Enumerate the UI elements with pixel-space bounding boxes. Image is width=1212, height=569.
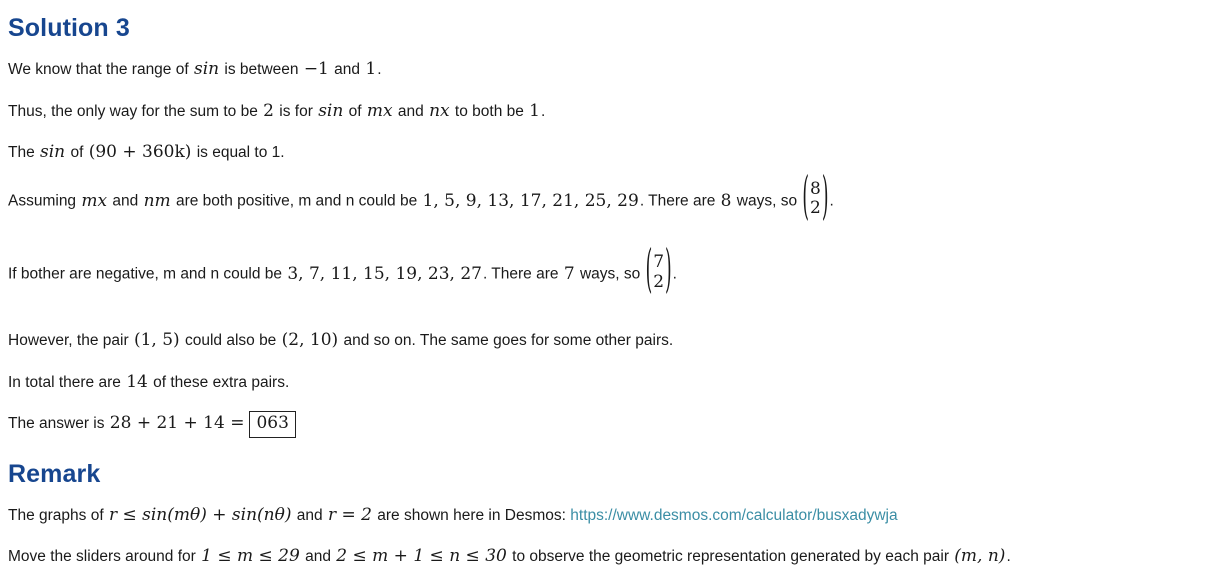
text-segment: and	[393, 102, 429, 120]
left-paren: (	[802, 167, 810, 228]
math-mx: mx	[366, 100, 393, 121]
binom-stack	[652, 253, 665, 292]
math-range-n: 2 ≤ m + 1 ≤ n ≤ 30	[336, 546, 507, 567]
solution-line-1	[8, 57, 1204, 82]
solution-line-5	[8, 241, 1204, 302]
math-extra-pairs-count: 14	[126, 371, 148, 392]
text-segment: .	[829, 192, 834, 210]
remark-title: Remark	[8, 459, 101, 488]
text-segment: .	[1006, 548, 1011, 566]
document-body	[0, 14, 1212, 569]
text-segment: of these extra pairs.	[148, 373, 290, 391]
math-two: 2	[263, 100, 274, 121]
text-segment: and	[108, 192, 143, 210]
text-segment: .	[672, 265, 677, 283]
math-pair-mn: (m, n)	[954, 546, 1006, 567]
binomial-coefficient	[645, 241, 672, 302]
text-segment: is equal to 1.	[192, 144, 285, 162]
text-segment: ways, so	[575, 265, 645, 283]
text-segment: ways, so	[732, 192, 802, 210]
binomial-coefficient	[802, 167, 829, 228]
solution-line-3	[8, 140, 1204, 165]
text-segment: In total there are	[8, 373, 126, 391]
text-segment: to observe the geometric representation generated by each pair	[507, 548, 954, 566]
text-segment: Assuming	[8, 192, 81, 210]
text-segment: of	[344, 102, 366, 120]
text-segment: and so on. The same goes for some other pairs.	[339, 332, 674, 350]
math-number-list: 3, 7, 11, 15, 19, 23, 27	[287, 263, 482, 284]
math-inequality: r ≤ sin(mθ) + sin(nθ)	[108, 504, 292, 525]
math-sum-expression: 28 + 21 + 14 =	[109, 413, 245, 434]
math-number-list: 1, 5, 9, 13, 17, 21, 25, 29	[422, 190, 639, 211]
desmos-link[interactable]: https://www.desmos.com/calculator/busxadywja	[570, 506, 898, 524]
text-segment: . There are	[482, 265, 563, 283]
text-segment: and	[329, 61, 365, 78]
math-mx: mx	[81, 190, 108, 211]
text-segment: .	[377, 61, 382, 78]
text-segment: is for	[274, 102, 318, 120]
math-one: 1	[365, 59, 377, 79]
math-range-m: 1 ≤ m ≤ 29	[201, 546, 300, 567]
solution-line-7	[8, 370, 1204, 395]
math-sin: sin	[318, 100, 344, 121]
binom-bottom: 2	[653, 271, 665, 292]
final-answer-box: 063	[249, 411, 295, 437]
text-segment: .	[541, 102, 546, 120]
text-segment: Move the sliders around for	[8, 548, 201, 566]
text-segment: are shown here in Desmos:	[372, 506, 571, 524]
math-nx: nx	[429, 100, 450, 121]
text-segment: and	[292, 506, 327, 524]
left-paren: (	[645, 241, 653, 302]
binom-top: 7	[653, 252, 665, 273]
right-paren: )	[665, 241, 672, 302]
remark-line-1	[8, 503, 1204, 528]
binom-top: 8	[810, 178, 821, 199]
math-nm: nm	[143, 190, 171, 211]
text-segment: We know that the range of	[8, 61, 193, 78]
binom-stack	[809, 180, 822, 219]
solution-line-2	[8, 99, 1204, 124]
text-segment: However, the pair	[8, 332, 133, 350]
binom-bottom: 2	[810, 198, 821, 219]
text-segment: of	[66, 144, 88, 162]
math-expression: (90 + 360k)	[88, 142, 192, 163]
math-count: 8	[720, 190, 732, 211]
text-segment: The graphs of	[8, 506, 108, 524]
text-segment: are both positive, m and n could be	[171, 192, 422, 210]
text-segment: is between	[220, 61, 303, 78]
math-pair-2: (2, 10)	[281, 330, 339, 351]
right-paren: )	[821, 167, 829, 228]
text-segment: . There are	[639, 192, 720, 210]
math-sin: sin	[40, 142, 66, 163]
text-segment: could also be	[180, 332, 281, 350]
math-sin: sin	[193, 59, 220, 79]
math-pair-1: (1, 5)	[133, 330, 180, 351]
math-one: 1	[529, 100, 540, 121]
math-neg-one: −1	[303, 59, 329, 79]
text-segment: Thus, the only way for the sum to be	[8, 102, 263, 120]
page-title: Solution 3	[8, 14, 130, 42]
text-segment: The answer is	[8, 415, 109, 433]
solution-line-6	[8, 328, 1204, 353]
solution-line-4	[8, 167, 1204, 228]
math-equation: r = 2	[327, 504, 372, 525]
text-segment: to both be	[450, 102, 529, 120]
text-segment: and	[300, 548, 336, 566]
solution-line-8	[8, 411, 1204, 437]
remark-line-2	[8, 544, 1204, 569]
text-segment: The	[8, 144, 40, 162]
text-segment: If bother are negative, m and n could be	[8, 265, 287, 283]
math-count: 7	[563, 263, 575, 284]
